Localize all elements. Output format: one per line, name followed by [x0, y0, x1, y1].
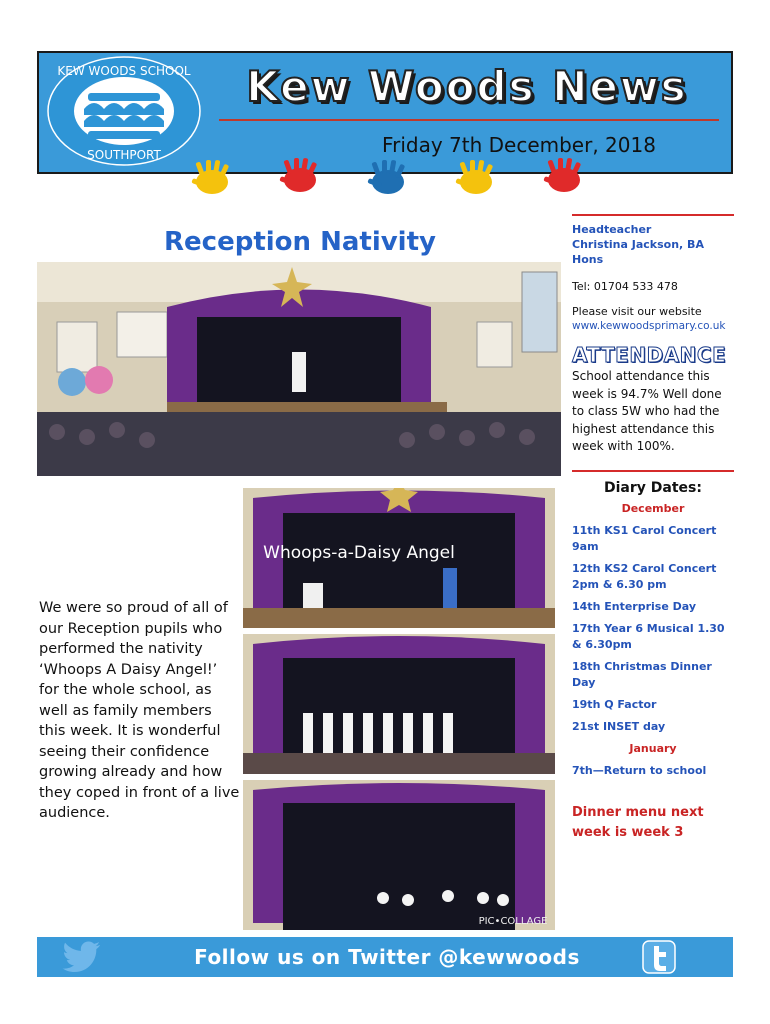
nativity-hall-photo: [37, 262, 561, 476]
attendance-title: ATTENDANCE: [572, 343, 727, 367]
diary-item: 21st INSET day: [572, 719, 666, 733]
logo-top-text: KEW WOODS SCHOOL: [57, 64, 191, 78]
collage-photo-3: [243, 780, 555, 930]
collage-caption: Whoops-a-Daisy Angel: [263, 543, 455, 563]
twitter-t-icon[interactable]: [642, 940, 676, 974]
sidebar: [572, 214, 734, 843]
month-january: January: [629, 741, 677, 755]
logo-bottom-text: SOUTHPORT: [87, 148, 161, 162]
title-divider: [219, 119, 719, 121]
issue-date: Friday 7th December, 2018: [382, 133, 656, 157]
diary-item: 19th Q Factor: [572, 697, 657, 711]
footer-banner: [37, 937, 733, 977]
newsletter-title: Kew Woods News: [246, 62, 688, 111]
attendance-text: School attendance this week is 94.7% Well done to class 5W who had the highest attendance this week with 100%.: [572, 369, 722, 453]
website-prompt: Please visit our website: [572, 305, 702, 318]
article-heading: Reception Nativity: [164, 227, 436, 257]
website-link[interactable]: www.kewwoodsprimary.co.uk: [572, 320, 726, 332]
school-logo-icon: [44, 55, 204, 168]
diary-item: 12th KS2 Carol Concert 2pm & 6.30 pm: [572, 561, 717, 591]
diary-item: 17th Year 6 Musical 1.30 & 6.30pm: [572, 621, 725, 651]
diary-item: 7th—Return to school: [572, 763, 707, 777]
masthead: [37, 51, 733, 174]
handprints-icon: [170, 158, 600, 202]
collage-photo-2: [243, 634, 555, 774]
twitter-follow-text[interactable]: Follow us on Twitter @kewwoods: [194, 945, 580, 969]
article-body: We were so proud of all of our Reception pupils who performed the nativity ‘Whoops A Daisy Angel!’ for the whole school, as well as family members this week. It is wonderful seeing their confidence growing already and how they coped in front of a live audience.: [39, 600, 240, 821]
headteacher-name: Christina Jackson, BA Hons: [572, 238, 704, 266]
diary-dates-title: Diary Dates:: [604, 479, 702, 496]
nativity-photo-collage: [243, 488, 555, 930]
diary-item: 18th Christmas Dinner Day: [572, 659, 712, 689]
twitter-bird-icon[interactable]: [62, 941, 102, 973]
diary-item: 11th KS1 Carol Concert 9am: [572, 523, 717, 553]
dinner-menu-note: Dinner menu next week is week 3: [572, 804, 704, 840]
collage-watermark: PIC•COLLAGE: [478, 916, 548, 927]
headteacher-label: Headteacher: [572, 223, 652, 236]
month-december: December: [621, 501, 685, 515]
diary-item: 14th Enterprise Day: [572, 599, 697, 613]
sidebar-divider: [572, 470, 734, 472]
telephone: Tel: 01704 533 478: [572, 280, 678, 293]
sidebar-divider: [572, 214, 734, 216]
